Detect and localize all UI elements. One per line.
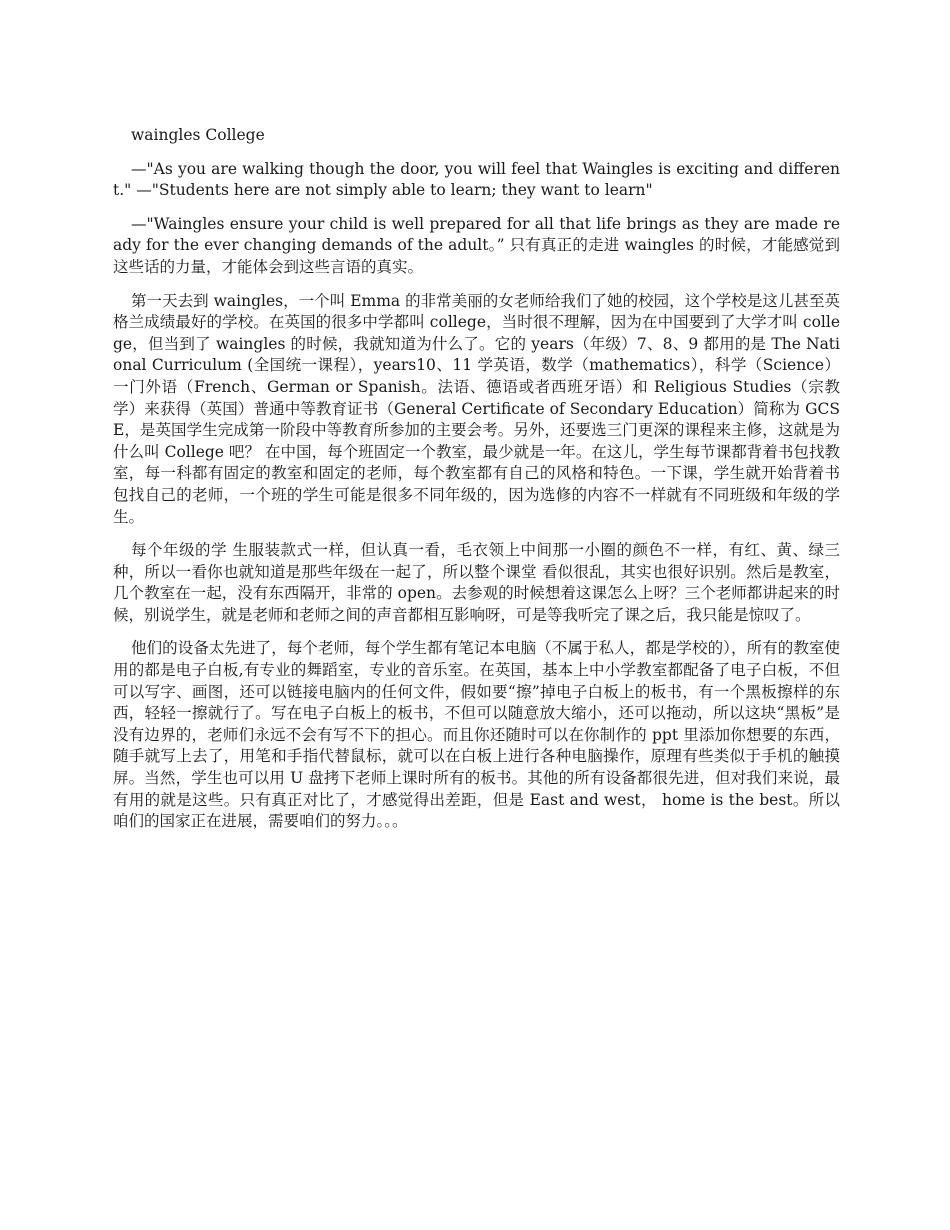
document-page [113, 125, 840, 845]
body-paragraph-uniforms: 每个年级的学 生服装款式一样，但认真一看，毛衣领上中间那一小圈的颜色不一样，有红、黄、绿三种，所以一看你也就知道是那些年级在一起了，所以整个课堂 看似很乱，其实也很好识别。然后是教室，几个教室在一起，没有东西隔开，非常的 open。去参观的时候想着这课怎么上呀？三个老师都讲起来的时候，别说学生，就是老师和老师之间的声音都相互影响呀，可是等我听完了课之后，我只能是惊叹了。 [113, 541, 840, 624]
body-paragraph-first-day: 第一天去到 waingles，一个叫 Emma 的非常美丽的女老师给我们了她的校园，这个学校是这儿甚至英格兰成绩最好的学校。在英国的很多中学都叫 college，当时很不理解，因为在中国要到了大学才叫 college，但当到了 waingles 的时候，我就知道为什么了。它的 years（年级）7、8、9 都用的是 The National Curriculum (全国统一课程），years10、11 学英语，数学（mathematics），科学（Science）一门外语（French、German or Spanish。法语、德语或者西班牙语）和 Religious Studies（宗教学）来获得（英国）普通中等教育证书（General Certificate of Secondary Education）简称为 GCSE，是英国学生完成第一阶段中等教育所参加的主要会考。另外，还要选三门更深的课程来主修，这就是为什么叫 College 吧？ 在中国，每个班固定一个教室，最少就是一年。在这儿，学生每节课都背着书包找教室，每一科都有固定的教室和固定的老师，每个教室都有自己的风格和特色。一下课，学生就开始背着书包找自己的老师，一个班的学生可能是很多不同年级的，因为选修的内容不一样就有不同班级和年级的学生。 [113, 291, 840, 526]
quote-paragraph-1: —"As you are walking though the door, you will feel that Waingles is exciting and different." —"Students here are not simply able to learn; they want to learn" [113, 159, 840, 200]
document-title: waingles College [131, 126, 265, 144]
body-paragraph-equipment: 他们的设备太先进了，每个老师，每个学生都有笔记本电脑（不属于私人，都是学校的），所有的教室使用的都是电子白板,有专业的舞蹈室，专业的音乐室。在英国，基本上中小学教室都配备了电子白板，不但可以写字、画图，还可以链接电脑内的任何文件，假如要“擦”掉电子白板上的板书，有一个黑板擦样的东西，轻轻一擦就行了。写在电子白板上的板书，不但可以随意放大缩小，还可以拖动，所以这块“黑板”是没有边界的，老师们永远不会有写不下的担心。而且你还随时可以在你制作的 ppt 里添加你想要的东西，随手就写上去了，用笔和手指代替鼠标，就可以在白板上进行各种电脑操作，原理有些类似于手机的触摸屏。当然，学生也可以用 U 盘拷下老师上课时所有的板书。其他的所有设备都很先进，但对我们来说，最有用的就是这些。只有真正对比了，才感觉得出差距，但是 East and west， home is the best。所以咱们的国家正在进展，需要咱们的努力。。。 [113, 639, 840, 831]
quote-paragraph-2: —"Waingles ensure your child is well prepared for all that life brings as they are made ready for the ever changing demands of the adult。” 只有真正的走进 waingles 的时候，才能感觉到这些话的力量，才能体会到这些言语的真实。 [113, 214, 840, 276]
